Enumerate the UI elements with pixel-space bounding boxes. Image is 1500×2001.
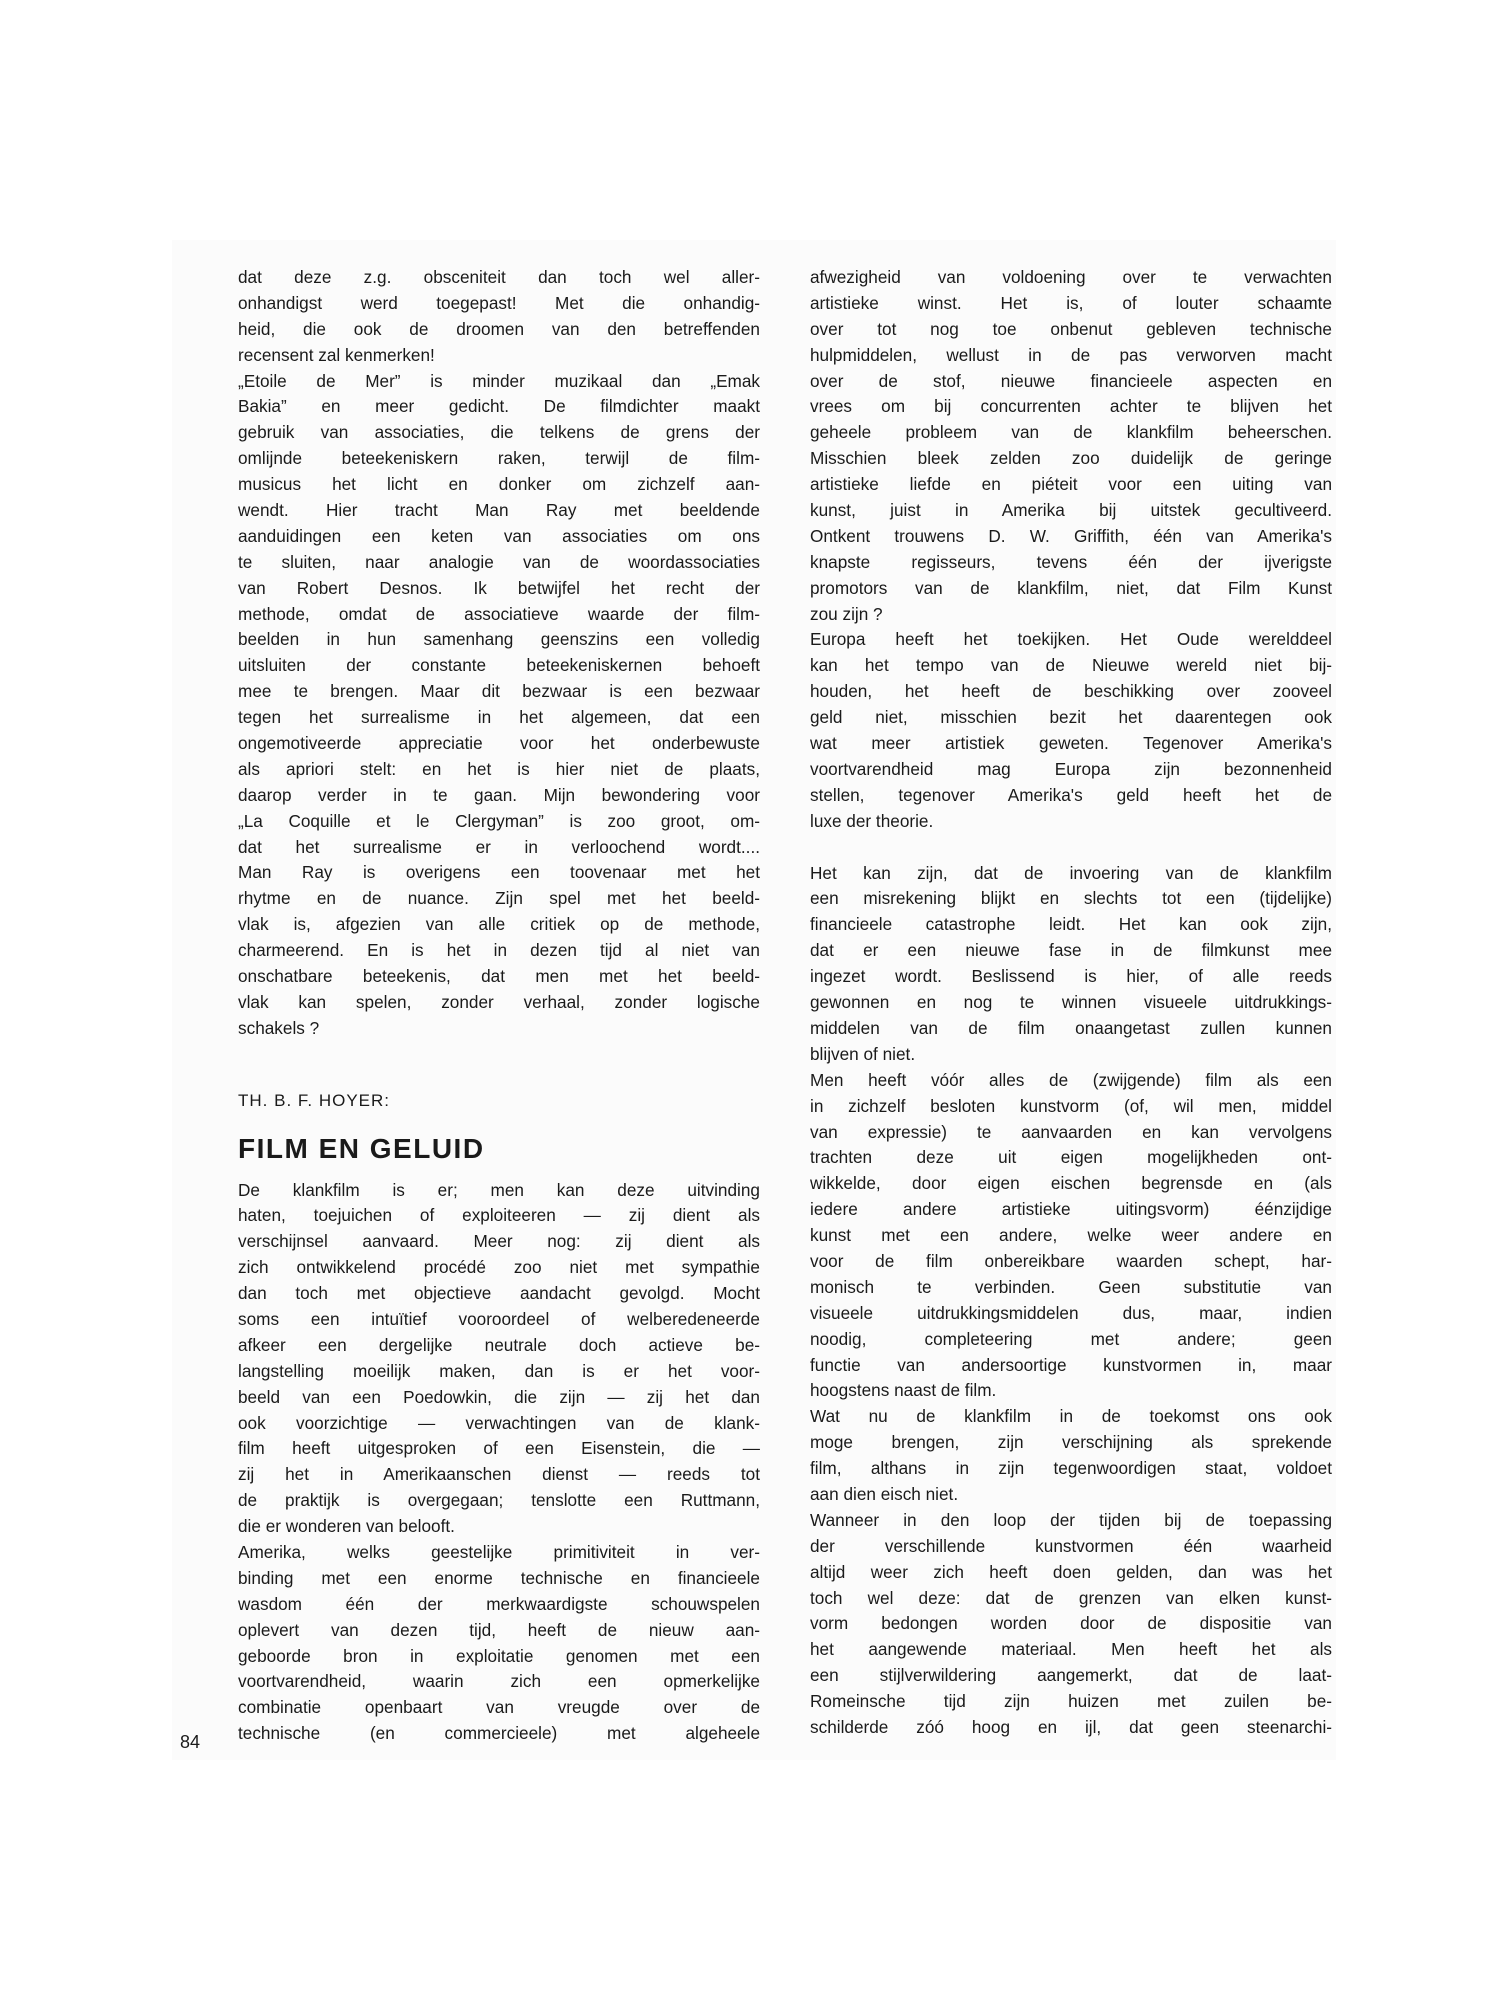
paragraph [238, 369, 760, 1042]
text-line: afwezigheid van voldoening over te verwachten [810, 267, 1332, 287]
text-line: wat meer artistiek geweten. Tegenover Amerika's [810, 733, 1332, 754]
text-line: blijven of niet. [810, 1043, 916, 1064]
text-line: vorm bedongen worden door de dispositie van [810, 1613, 1332, 1634]
paragraph [810, 1404, 1332, 1508]
text-line: heid, die ook de droomen van den betreffenden [238, 318, 760, 339]
text-line: omlijnde beteekeniskern raken, terwijl de film- [238, 448, 760, 469]
text-line: aanduidingen een keten van associaties om ons [238, 525, 760, 546]
text-line: Het kan zijn, dat de invoering van de klankfilm [810, 862, 1332, 883]
text-line: toch wel deze: dat de grenzen van elken kunst- [810, 1587, 1332, 1608]
paragraph [810, 265, 1332, 627]
text-line: de praktijk is overgegaan; tenslotte een Ruttmann, [238, 1490, 760, 1511]
text-line: musicus het licht en donker om zichzelf aan- [238, 474, 760, 495]
text-line: De klankfilm is er; men kan deze uitvinding [238, 1179, 760, 1200]
text-line: wikkelde, door eigen eischen begrensde en (als [810, 1173, 1332, 1194]
text-line: charmeerend. En is het in dezen tijd al niet van [238, 940, 760, 961]
text-line: Ontkent trouwens D. W. Griffith, één van Amerika's [810, 525, 1332, 546]
text-line: film heeft uitgesproken of een Eisenstein, die — [238, 1438, 760, 1459]
text-line: oplevert van dezen tijd, heeft de nieuw aan- [238, 1619, 760, 1640]
text-line: dat er een nieuwe fase in de filmkunst mee [810, 940, 1332, 961]
text-line: voor de film onbereikbare waarden schept, har- [810, 1250, 1332, 1271]
text-line: dat het surrealisme er in verloochend wordt.... [238, 836, 760, 857]
text-line: onschatbare beteekenis, dat men met het beeld- [238, 966, 760, 987]
text-line: kan het tempo van de Nieuwe wereld niet bij- [810, 655, 1332, 676]
text-line: combinatie openbaart van vreugde over de [238, 1697, 760, 1718]
article-title: FILM EN GELUID [238, 1132, 485, 1164]
text-line: een misrekening blijkt en slechts tot een (tijdelijke) [810, 888, 1332, 909]
text-line: mee te brengen. Maar dit bezwaar is een bezwaar [238, 681, 760, 702]
text-line: Bakia” en meer gedicht. De filmdichter maakt [238, 396, 760, 417]
text-line: altijd weer zich heeft doen gelden, dan was het [810, 1561, 1332, 1582]
text-line: onhandigst werd toegepast! Met die onhandig- [238, 292, 760, 313]
text-line: het aangewende materiaal. Men heeft het als [810, 1639, 1332, 1660]
text-line: voortvarendheid mag Europa zijn bezonnenheid [810, 758, 1332, 779]
page-number: 84 [180, 1732, 201, 1752]
text-line: artistieke liefde en piéteit voor een uiting van [810, 474, 1332, 495]
text-line: te sluiten, naar analogie van de woordassociaties [238, 551, 760, 572]
text-line: ingezet wordt. Beslissend is hier, of alle reeds [810, 966, 1332, 987]
text-line: Europa heeft het toekijken. Het Oude werelddeel [810, 629, 1332, 650]
text-line: geheele probleem van de klankfilm beheerschen. [810, 422, 1332, 443]
text-line: over de stof, nieuwe financieele aspecten en [810, 370, 1332, 391]
text-line: ongemotiveerde appreciatie voor het onderbewuste [238, 733, 760, 754]
text-line: stellen, tegenover Amerika's geld heeft het de [810, 784, 1332, 805]
text-line: afkeer een dergelijke neutrale doch actieve be- [238, 1334, 760, 1355]
text-line: houden, het heeft de beschikking over zooveel [810, 681, 1332, 702]
article-byline: TH. B. F. HOYER: [238, 1090, 391, 1110]
text-line: recensent zal kenmerken! [238, 344, 435, 365]
text-line: zij het in Amerikaanschen dienst — reeds tot [238, 1464, 760, 1485]
text-line: in zichzelf besloten kunstvorm (of, wil men, middel [810, 1095, 1332, 1116]
text-line: iedere andere artistieke uitingsvorm) éénzijdige [810, 1199, 1332, 1220]
text-line: Amerika, welks geestelijke primitiviteit in ver- [238, 1541, 760, 1562]
paragraph [810, 627, 1332, 834]
text-line: langstelling moeilijk maken, dan is er het voor- [238, 1360, 760, 1381]
text-line: Men heeft vóór alles de (zwijgende) film als een [810, 1069, 1332, 1090]
text-line: „Etoile de Mer” is minder muzikaal dan „Emak [238, 370, 760, 391]
text-line: wendt. Hier tracht Man Ray met beeldende [238, 500, 760, 521]
text-line: artistieke winst. Het is, of louter schaamte [810, 292, 1332, 313]
text-line: aan dien eisch niet. [810, 1483, 959, 1504]
text-line: gebruik van associaties, die telkens de grens der [238, 422, 760, 443]
text-line: moge brengen, zijn verschijning als sprekende [810, 1432, 1332, 1453]
paragraph [238, 265, 760, 369]
text-line: schakels ? [238, 1017, 320, 1038]
text-line: hulpmiddelen, wellust in de pas verworven macht [810, 344, 1332, 365]
paragraph [810, 1068, 1332, 1405]
text-line: schilderde zóó hoog en ijl, dat geen steenarchi- [810, 1716, 1332, 1737]
text-line: dan toch met objectieve aandacht gevolgd. Mocht [238, 1283, 760, 1304]
text-line: verschijnsel aanvaard. Meer nog: zij dient als [238, 1231, 760, 1252]
left-column [238, 265, 760, 1747]
text-line: monisch te verbinden. Geen substitutie van [810, 1276, 1332, 1297]
text-line: die er wonderen van belooft. [238, 1516, 455, 1537]
text-line: Romeinsche tijd zijn huizen met zuilen be- [810, 1691, 1332, 1712]
text-line: trachten deze uit eigen mogelijkheden ont- [810, 1147, 1332, 1168]
right-column [810, 265, 1332, 1741]
text-line: over tot nog toe onbenut gebleven technische [810, 318, 1332, 339]
paragraph [238, 1540, 760, 1747]
text-line: kunst, juist in Amerika bij uitstek gecultiveerd. [810, 500, 1332, 521]
paragraph [810, 1508, 1332, 1741]
text-line: ook voorzichtige — verwachtingen van de klank- [238, 1412, 760, 1433]
paragraph [810, 861, 1332, 1068]
text-line: geld niet, misschien bezit het daarentegen ook [810, 707, 1332, 728]
text-line: knapste regisseurs, tevens één der ijverigste [810, 551, 1332, 572]
text-line: hoogstens naast de film. [810, 1380, 997, 1401]
text-line: daarop verder in te gaan. Mijn bewondering voor [238, 784, 760, 805]
text-line: tegen het surrealisme in het algemeen, dat een [238, 707, 760, 728]
text-line: haten, toejuichen of exploiteeren — zij dient als [238, 1205, 760, 1226]
text-line: van expressie) te aanvaarden en kan vervolgens [810, 1121, 1332, 1142]
text-line: zou zijn ? [810, 603, 883, 624]
text-line: wasdom één der merkwaardigste schouwspelen [238, 1593, 760, 1614]
paragraph-gap [810, 835, 1332, 861]
text-line: functie van andersoortige kunstvormen in, maar [810, 1354, 1332, 1375]
text-line: vlak kan spelen, zonder verhaal, zonder logische [238, 991, 760, 1012]
text-line: uitsluiten der constante beteekeniskernen behoeft [238, 655, 760, 676]
text-line: technische (en commercieele) met algeheele [238, 1723, 760, 1744]
text-line: soms een intuïtief vooroordeel of welberedeneerde [238, 1308, 760, 1329]
text-line: vlak is, afgezien van alle critiek op de methode, [238, 914, 760, 935]
text-line: der verschillende kunstvormen één waarheid [810, 1535, 1332, 1556]
text-line: „La Coquille et le Clergyman” is zoo groot, om- [238, 810, 760, 831]
text-line: als apriori stelt: en het is hier niet de plaats, [238, 758, 760, 779]
text-line: vrees om bij concurrenten achter te blijven het [810, 396, 1332, 417]
text-line: film, althans in zijn tegenwoordigen staat, voldoet [810, 1458, 1332, 1479]
text-line: Man Ray is overigens een toovenaar met het [238, 862, 760, 883]
text-line: dat deze z.g. obsceniteit dan toch wel aller- [238, 267, 760, 287]
text-line: luxe der theorie. [810, 810, 934, 831]
text-line: financieele catastrophe leidt. Het kan ook zijn, [810, 914, 1332, 935]
text-line: Wat nu de klankfilm in de toekomst ons ook [810, 1406, 1332, 1427]
text-line: van Robert Desnos. Ik betwijfel het recht der [238, 577, 760, 598]
text-line: Wanneer in den loop der tijden bij de toepassing [810, 1509, 1332, 1530]
text-line: beeld van een Poedowkin, die zijn — zij het dan [238, 1386, 760, 1407]
text-line: Misschien bleek zelden zoo duidelijk de geringe [810, 448, 1332, 469]
text-line: visueele uitdrukkingsmiddelen dus, maar, indien [810, 1302, 1332, 1323]
text-line: voortvarendheid, waarin zich een opmerkelijke [238, 1671, 760, 1692]
text-line: gewonnen en nog te winnen visueele uitdrukkings- [810, 992, 1332, 1013]
text-line: middelen van de film onaangetast zullen kunnen [810, 1017, 1332, 1038]
text-line: methode, omdat de associatieve waarde der film- [238, 603, 760, 624]
text-line: binding met een enorme technische en financieele [238, 1567, 760, 1588]
text-line: noodig, completeering met andere; geen [810, 1328, 1332, 1349]
text-line: promotors van de klankfilm, niet, dat Film Kunst [810, 577, 1332, 598]
text-line: geboorde bron in exploitatie genomen met een [238, 1645, 760, 1666]
text-line: rhytme en de nuance. Zijn spel met het beeld- [238, 888, 760, 909]
text-line: kunst met een andere, welke weer andere en [810, 1225, 1332, 1246]
paragraph [238, 1178, 760, 1540]
text-line: een stijlverwildering aangemerkt, dat de laat- [810, 1665, 1332, 1686]
text-line: beelden in hun samenhang geenszins een volledig [238, 629, 760, 650]
text-line: zich ontwikkelend procédé zoo niet met sympathie [238, 1257, 760, 1278]
